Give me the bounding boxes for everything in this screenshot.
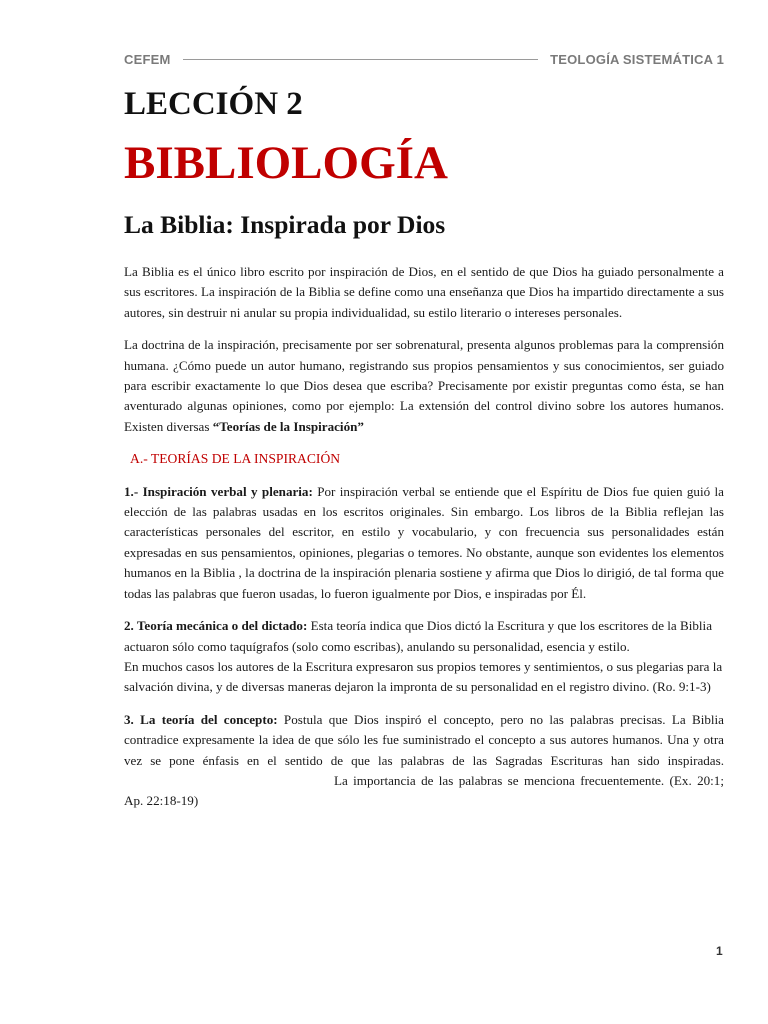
- item-2-continuation: En muchos casos los autores de la Escritura expresaron sus propios temores y sentimientos, o sus plegarias para la salvación divina, y de diversas maneras dejaron la impronta de su personalidad en el registro divino. (Ro. 9:1-3): [124, 658, 723, 695]
- item-verbal-plenaria: [124, 482, 724, 604]
- lesson-number: LECCIÓN 2: [124, 86, 303, 122]
- item-2-text: Esta teoría indica que Dios dictó la Escritura y que los escritores de la Biblia actuaron sólo como taquígrafos (solo como escribas), anulando su personalidad, esencia y estilo.: [124, 618, 713, 654]
- paragraph-intro: La Biblia es el único libro escrito por inspiración de Dios, en el sentido de que Dios ha guiado personalmente a sus escritores. La inspiración de la Biblia se define como una enseñanza que Dios ha impartido directamente a sus autores, sin destruir ni anular su propia individualidad, su estilo literario o intereses personales.: [124, 264, 724, 320]
- item-1-label: 1.- Inspiración verbal y plenaria:: [124, 483, 313, 499]
- item-concepto: [124, 710, 724, 812]
- item-1-text: Por inspiración verbal se entiende que el Espíritu de Dios fue quien guió la elección de las palabras usadas en los escritos originales. Sin embargo. Los libros de la Biblia reflejan las características personales del escritor, en estilo y vocabulario, y con frecuencia sus personalidades están expresadas en sus pensamientos, opiniones, plegarias o temores. No obstante, aunque son evidentes los elementos humanos en la Biblia , la doctrina de la inspiración plenaria sostiene y afirma que Dios lo dirigió, de tal forma que todas las palabras que fueron usadas, lo fueron igualmente por Dios, e inspiradas por Él.: [124, 483, 724, 601]
- item-3-text: Postula que Dios inspiró el concepto, pero no las palabras precisas. La Biblia contradice expresamente la idea de que sólo les fue suministrado el concepto a sus autores humanos. Una y otra vez se pone énfasis en el sentido de que las palabras de las Sagradas Escrituras han sido inspiradas.: [124, 711, 724, 768]
- page-title: BIBLIOLOGÍA: [124, 137, 448, 189]
- document-body: [124, 262, 724, 824]
- item-mecanica: [124, 616, 724, 698]
- header-rule: [183, 59, 539, 60]
- item-2-label: 2. Teoría mecánica o del dictado:: [124, 618, 308, 634]
- section-subtitle: La Biblia: Inspirada por Dios: [124, 210, 446, 239]
- header-right: TEOLOGÍA SISTEMÁTICA 1: [550, 51, 724, 67]
- page-header: [124, 48, 724, 70]
- paragraph-doctrine-emphasis: “Teorías de la Inspiración”: [212, 418, 364, 434]
- item-3-label: 3. La teoría del concepto:: [124, 711, 278, 727]
- paragraph-doctrine: [124, 335, 724, 437]
- paragraph-doctrine-text: La doctrina de la inspiración, precisamente por ser sobrenatural, presenta algunos problemas para la comprensión humana. ¿Cómo puede un autor humano, registrando sus propios pensamientos y sus conocimientos, ser guiado para escribir exactamente lo que Dios desea que escriba? Precisamente por existir preguntas como ésta, se han aventurado algunas opiniones, como por ejemplo: La extensión del control divino sobre los autores humanos. Existen diversas: [124, 337, 724, 434]
- header-left: CEFEM: [124, 51, 171, 67]
- item-3-tail: La importancia de las palabras se menciona frecuentemente. (Ex. 20:1; Ap. 22:18-19): [124, 772, 724, 809]
- section-heading-a: A.- TEORÍAS DE LA INSPIRACIÓN: [130, 451, 341, 467]
- page-number: 1: [716, 944, 723, 958]
